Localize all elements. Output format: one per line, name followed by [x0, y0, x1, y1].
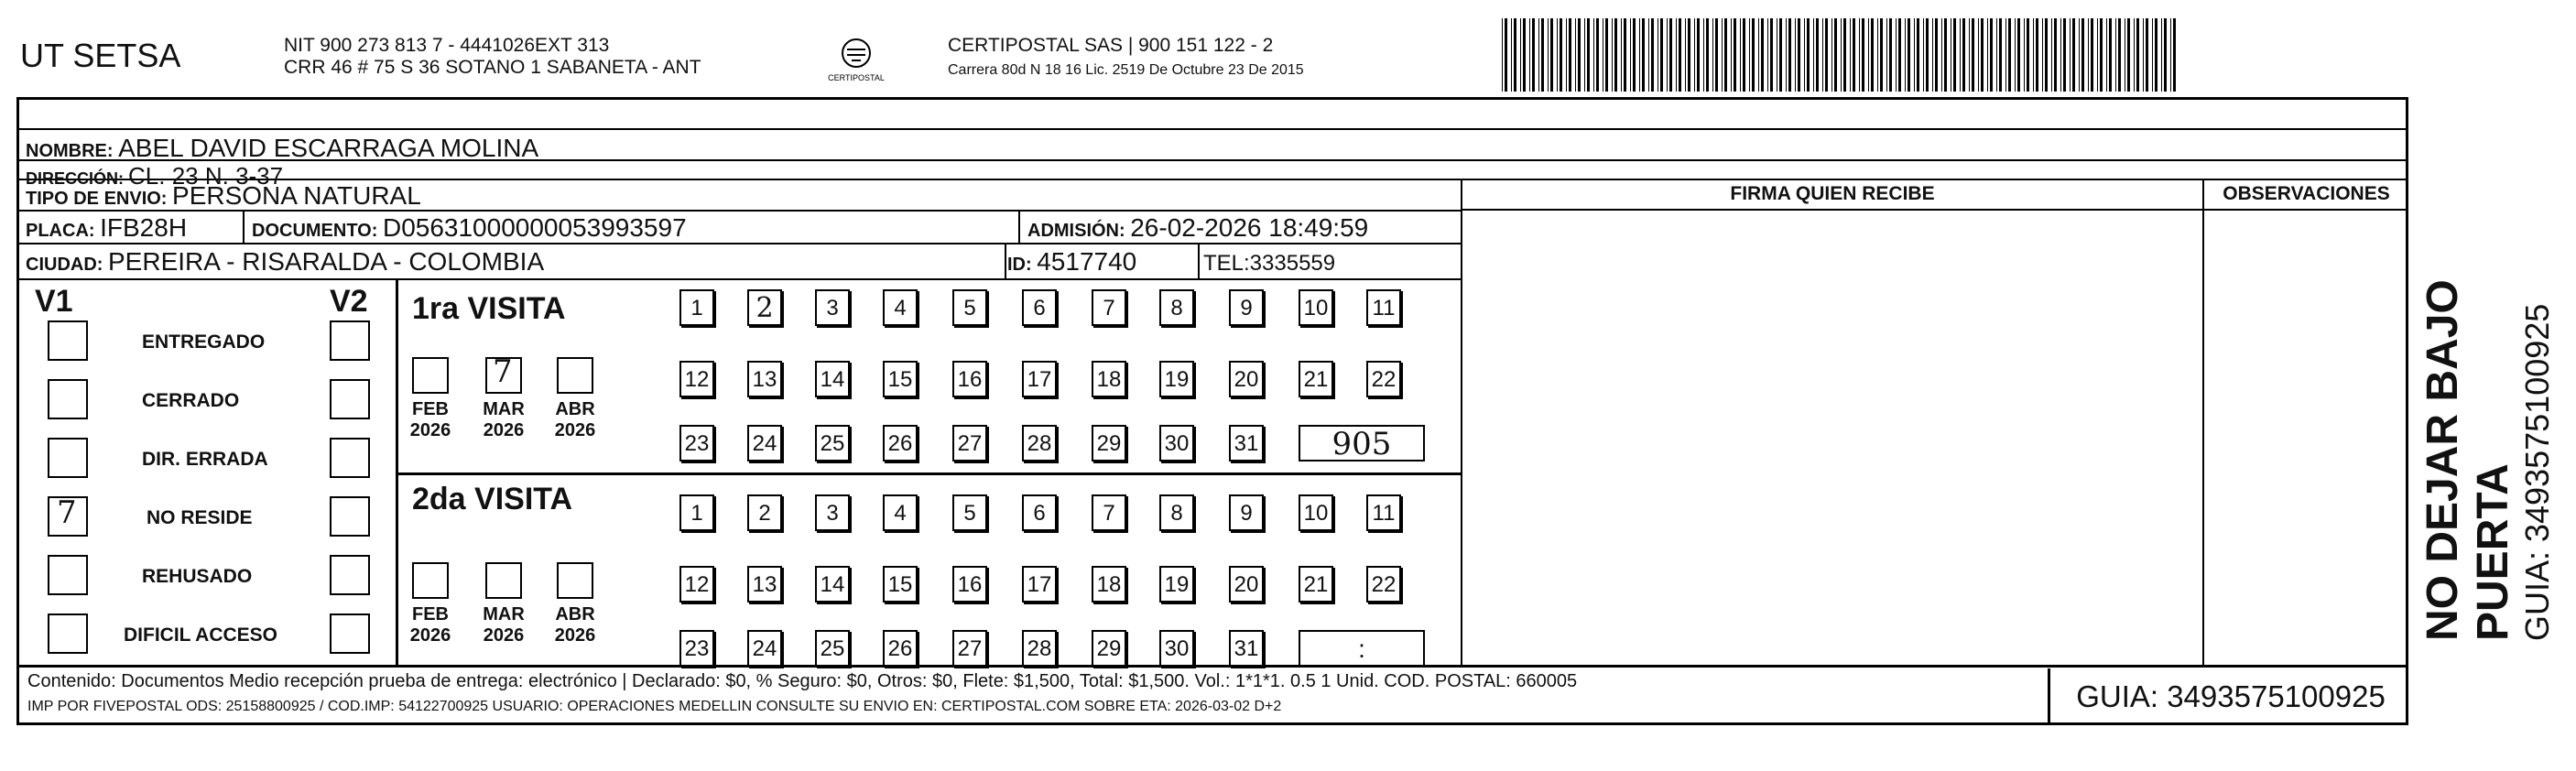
- day-checkbox[interactable]: 24: [747, 425, 782, 462]
- status-label: NO RESIDE: [147, 507, 253, 528]
- v2-checkbox[interactable]: [330, 496, 370, 537]
- direccion-label: DIRECCIÓN:: [26, 169, 124, 188]
- firma-header: FIRMA QUIEN RECIBE: [1730, 183, 1935, 204]
- documento-label: DOCUMENTO:: [252, 221, 378, 241]
- tipo-value: PERSONA NATURAL: [172, 181, 421, 210]
- certipostal-logo: [824, 33, 888, 88]
- nombre-value: ABEL DAVID ESCARRAGA MOLINA: [118, 134, 539, 162]
- month-checkbox[interactable]: [412, 357, 449, 394]
- month-checkbox[interactable]: [557, 357, 593, 394]
- ciudad-row: [26, 247, 544, 277]
- v1-checkbox[interactable]: [48, 496, 88, 537]
- v1-check-mark: 7: [57, 494, 77, 531]
- month-label: [403, 604, 458, 646]
- direccion-value: CL. 23 N. 3-37: [128, 162, 284, 190]
- tipo-label: TIPO DE ENVIO:: [26, 189, 168, 209]
- day-checkbox[interactable]: 28: [1022, 630, 1057, 667]
- v2-checkbox[interactable]: [330, 320, 370, 361]
- nombre-row: [26, 134, 538, 163]
- admision-label: ADMISIÓN:: [1027, 221, 1125, 241]
- day-checkbox[interactable]: 7: [1092, 494, 1126, 531]
- day-checkbox[interactable]: 24: [747, 630, 782, 667]
- month-year: 2026: [483, 420, 525, 440]
- day-checkbox[interactable]: 5: [952, 289, 987, 326]
- day-checkbox[interactable]: 6: [1022, 289, 1057, 326]
- certipostal-info: [948, 35, 1304, 79]
- certi-line-2: Carrera 80d N 18 16 Lic. 2519 De Octubre 23 De 2015: [948, 62, 1304, 78]
- day-checkbox[interactable]: 3: [815, 289, 850, 326]
- day-checkbox[interactable]: 23: [679, 630, 714, 667]
- footer-contenido: Contenido: Documentos Medio recepción prueba de entrega: electrónico | Declarado: $0, % Seguro: $0, Otros: $0, Flete: $1,500, Total: $1,500. Vol.: 1*1*1. 0.5 1 Unid. COD. POSTAL: 660005: [27, 671, 1578, 691]
- month-checkbox[interactable]: [485, 353, 522, 394]
- day-checkbox[interactable]: 20: [1229, 566, 1264, 603]
- day-checkbox[interactable]: 1: [679, 494, 714, 531]
- day-checkbox[interactable]: 16: [952, 566, 987, 603]
- day-checkbox[interactable]: 21: [1299, 361, 1333, 397]
- day-checkbox[interactable]: 17: [1022, 566, 1057, 603]
- certi-line-1: CERTIPOSTAL SAS | 900 151 122 - 2: [948, 35, 1274, 56]
- admision-row: [1027, 213, 1368, 243]
- day-checkbox[interactable]: 4: [883, 494, 918, 531]
- v1-checkbox[interactable]: [48, 320, 88, 361]
- day-checkbox[interactable]: 8: [1159, 289, 1194, 326]
- documento-row: [252, 213, 687, 243]
- day-checkbox[interactable]: 1: [679, 289, 714, 326]
- month-year: 2026: [483, 625, 525, 646]
- visit-time-field[interactable]: :: [1299, 630, 1425, 667]
- v1-checkbox[interactable]: [48, 555, 88, 595]
- company-nit: [284, 35, 701, 79]
- v1-checkbox[interactable]: [48, 614, 88, 654]
- observaciones-header: OBSERVACIONES: [2223, 183, 2390, 204]
- day-checkbox[interactable]: 11: [1366, 494, 1401, 531]
- day-checkbox[interactable]: 19: [1159, 361, 1194, 397]
- id-row: [1007, 247, 1136, 277]
- day-checkbox[interactable]: 25: [815, 630, 850, 667]
- day-checkbox[interactable]: 30: [1159, 425, 1194, 462]
- day-checkbox[interactable]: 14: [815, 566, 850, 603]
- day-checkbox[interactable]: 27: [952, 630, 987, 667]
- status-label: DIR. ERRADA: [142, 449, 268, 470]
- day-checkbox[interactable]: 6: [1022, 494, 1057, 531]
- status-label: DIFICIL ACCESO: [124, 624, 278, 646]
- day-checkbox[interactable]: 15: [883, 361, 918, 397]
- side-vertical-text: [2418, 92, 2556, 641]
- v1-checkbox[interactable]: [48, 379, 88, 419]
- day-checkbox[interactable]: 14: [815, 361, 850, 397]
- month-label: [548, 399, 603, 441]
- day-checkbox[interactable]: 29: [1092, 425, 1126, 462]
- month-label: [476, 604, 531, 646]
- month-name: MAR: [483, 399, 525, 419]
- day-checkbox[interactable]: 18: [1092, 566, 1126, 603]
- day-checkbox[interactable]: 22: [1366, 566, 1401, 603]
- day-checkbox[interactable]: 12: [679, 361, 714, 397]
- month-name: FEB: [412, 399, 449, 419]
- day-checkbox[interactable]: 26: [883, 630, 918, 667]
- day-checkbox[interactable]: 2: [747, 289, 782, 326]
- day-checkbox[interactable]: 17: [1022, 361, 1057, 397]
- day-checkbox[interactable]: 31: [1229, 425, 1264, 462]
- day-checkbox[interactable]: 4: [883, 289, 918, 326]
- status-label: ENTREGADO: [142, 331, 266, 353]
- month-label: [403, 399, 458, 441]
- documento-value: D05631000000053993597: [382, 213, 687, 242]
- id-label: ID:: [1007, 255, 1032, 275]
- v2-checkbox[interactable]: [330, 438, 370, 478]
- logo-text: CERTIPOSTAL: [828, 73, 885, 82]
- placa-label: PLACA:: [26, 221, 95, 241]
- day-checkbox[interactable]: 22: [1366, 361, 1401, 397]
- day-checkbox[interactable]: 23: [679, 425, 714, 462]
- v1-label: V1: [35, 284, 73, 319]
- id-value: 4517740: [1037, 247, 1137, 276]
- guia-number: GUIA: 3493575100925: [2048, 668, 2411, 725]
- day-checkbox[interactable]: 18: [1092, 361, 1126, 397]
- ciudad-label: CIUDAD:: [26, 255, 103, 275]
- admision-value: 26-02-2026 18:49:59: [1130, 213, 1369, 242]
- day-checkbox[interactable]: 25: [815, 425, 850, 462]
- month-name: ABR: [555, 399, 595, 419]
- side-guia: GUIA: 3493575100925: [2518, 303, 2556, 641]
- v1-checkbox[interactable]: [48, 438, 88, 478]
- day-checkbox[interactable]: 10: [1299, 494, 1333, 531]
- month-name: MAR: [483, 604, 525, 624]
- month-name: ABR: [555, 604, 595, 624]
- month-year: 2026: [554, 625, 596, 646]
- month-checkbox[interactable]: [412, 562, 449, 599]
- month-year: 2026: [409, 420, 451, 440]
- day-checkbox[interactable]: 13: [747, 566, 782, 603]
- day-checkbox[interactable]: 28: [1022, 425, 1057, 462]
- placa-row: [26, 213, 187, 243]
- second-visit-title: 2da VISITA: [412, 482, 573, 516]
- month-check-mark: 7: [493, 353, 513, 390]
- day-checkbox[interactable]: 8: [1159, 494, 1194, 531]
- status-label: CERRADO: [142, 390, 240, 411]
- tel-value: TEL:3335559: [1203, 251, 1336, 276]
- day-checkbox[interactable]: 10: [1299, 289, 1333, 326]
- day-checkbox[interactable]: 26: [883, 425, 918, 462]
- no-dejar-warning: NO DEJAR BAJO PUERTA: [2418, 279, 2517, 641]
- v2-checkbox[interactable]: [330, 379, 370, 419]
- day-checkbox[interactable]: 2: [747, 494, 782, 531]
- day-checkbox[interactable]: 9: [1229, 289, 1264, 326]
- day-checkbox[interactable]: 15: [883, 566, 918, 603]
- nit-line-1: NIT 900 273 813 7 - 4441026EXT 313: [284, 35, 610, 56]
- month-name: FEB: [412, 604, 449, 624]
- ciudad-value: PEREIRA - RISARALDA - COLOMBIA: [108, 247, 545, 276]
- barcode: [1502, 18, 2184, 92]
- day-checkbox[interactable]: 30: [1159, 630, 1194, 667]
- day-checkbox[interactable]: 12: [679, 566, 714, 603]
- day-checkbox[interactable]: 31: [1229, 630, 1264, 667]
- day-checkbox[interactable]: 19: [1159, 566, 1194, 603]
- company-name: UT SETSA: [20, 37, 181, 74]
- v2-label: V2: [330, 284, 368, 319]
- visit-time-field[interactable]: 905: [1299, 425, 1425, 462]
- placa-value: IFB28H: [100, 213, 188, 242]
- month-checkbox[interactable]: [485, 562, 522, 599]
- nit-line-2: CRR 46 # 75 S 36 SOTANO 1 SABANETA - ANT: [284, 57, 701, 78]
- month-year: 2026: [554, 420, 596, 440]
- day-checkbox[interactable]: 3: [815, 494, 850, 531]
- day-checkbox[interactable]: 13: [747, 361, 782, 397]
- day-checkbox[interactable]: 21: [1299, 566, 1333, 603]
- day-checkbox[interactable]: 29: [1092, 630, 1126, 667]
- footer-imp: IMP POR FIVEPOSTAL ODS: 25158800925 / COD.IMP: 54122700925 USUARIO: OPERACIONES MEDELLIN CONSULTE SU ENVIO EN: CERTIPOSTAL.COM SOBRE ETA: 2026-03-02 D+2: [27, 699, 1282, 714]
- tipo-row: [26, 181, 421, 211]
- month-label: [476, 399, 531, 441]
- day-checkbox[interactable]: 16: [952, 361, 987, 397]
- v2-checkbox[interactable]: [330, 555, 370, 595]
- v2-checkbox[interactable]: [330, 614, 370, 654]
- day-checkbox[interactable]: 7: [1092, 289, 1126, 326]
- first-visit-title: 1ra VISITA: [412, 291, 566, 326]
- day-checkbox[interactable]: 9: [1229, 494, 1264, 531]
- day-checkbox[interactable]: 11: [1366, 289, 1401, 326]
- day-checkbox[interactable]: 27: [952, 425, 987, 462]
- month-checkbox[interactable]: [557, 562, 593, 599]
- nombre-label: NOMBRE:: [26, 141, 114, 161]
- day-checkbox[interactable]: 5: [952, 494, 987, 531]
- status-label: REHUSADO: [142, 566, 253, 587]
- month-year: 2026: [409, 625, 451, 646]
- month-label: [548, 604, 603, 646]
- day-checkbox[interactable]: 20: [1229, 361, 1264, 397]
